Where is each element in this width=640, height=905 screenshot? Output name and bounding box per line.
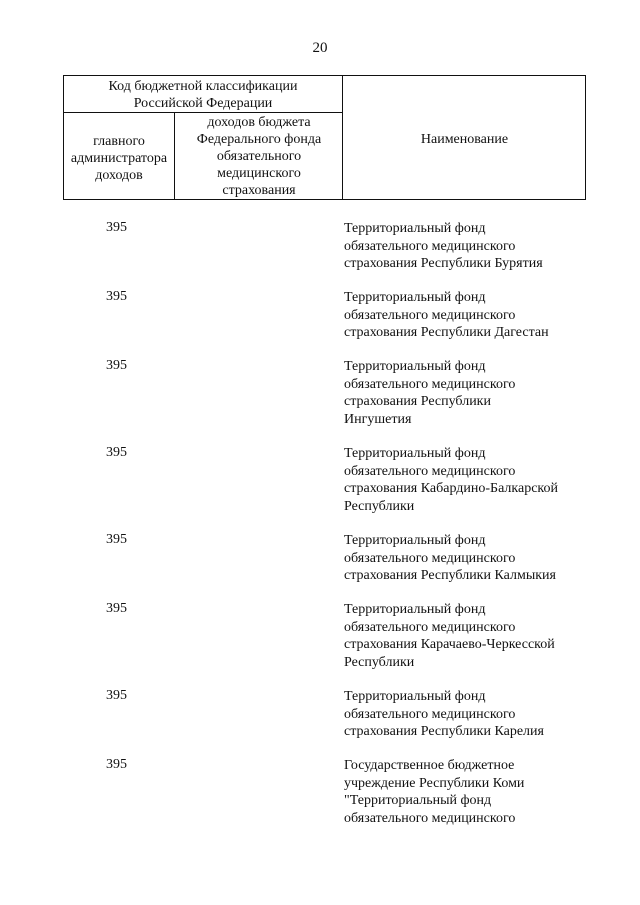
- row-name-line: обязательного медицинского: [344, 550, 516, 566]
- header-col-income-line: Федерального фонда: [196, 132, 322, 147]
- row-name-line: учреждение Республики Коми: [344, 775, 525, 791]
- header-col-income-line: медицинского: [217, 166, 301, 181]
- header-group-title-line: Российской Федерации: [133, 96, 273, 111]
- header-col-admin-line: доходов: [95, 168, 143, 183]
- row-name-line: обязательного медицинского: [344, 619, 516, 635]
- row-name-line: Республики: [344, 498, 415, 514]
- row-name: [344, 358, 594, 428]
- row-name-line: страхования Карачаево-Черкесской: [344, 637, 555, 652]
- row-name-line: страхования Республики Бурятия: [344, 256, 543, 271]
- row-name-line: обязательного медицинского: [344, 307, 516, 323]
- row-name-line: Территориальный фонд: [344, 602, 486, 617]
- row-name: [344, 220, 594, 273]
- header-border-top: [63, 75, 586, 76]
- row-name-line: страхования Республики Калмыкия: [344, 568, 556, 583]
- page-number: 20: [312, 40, 328, 56]
- row-name: [344, 601, 594, 671]
- row-name-line: страхования Республики Дагестан: [344, 325, 549, 340]
- row-name-line: Территориальный фонд: [344, 359, 486, 374]
- header-col-admin-line: администратора: [70, 151, 168, 166]
- row-name-line: обязательного медицинского: [344, 463, 516, 479]
- row-name: [344, 688, 594, 741]
- row-name-line: Территориальный фонд: [344, 446, 486, 461]
- row-name-line: страхования Республики Карелия: [344, 724, 544, 739]
- row-name-line: Ингушетия: [344, 411, 412, 427]
- row-name-line: Государственное бюджетное: [344, 758, 515, 773]
- row-code: 395: [106, 358, 127, 373]
- row-name-line: обязательного медицинского: [344, 238, 516, 254]
- row-name-line: Республики: [344, 654, 415, 670]
- row-name-line: Территориальный фонд: [344, 689, 486, 704]
- row-code: 395: [106, 601, 127, 616]
- row-name: [344, 445, 594, 515]
- row-code: 395: [106, 445, 127, 460]
- header-group-title-line: Код бюджетной классификации: [108, 79, 298, 94]
- row-name-line: Территориальный фонд: [344, 221, 486, 236]
- row-name-line: обязательного медицинского: [344, 810, 516, 826]
- header-border-bottom: [63, 199, 586, 200]
- row-code: 395: [106, 532, 127, 547]
- row-name-line: Территориальный фонд: [344, 290, 486, 305]
- header-col-name: Наименование: [420, 132, 509, 147]
- row-name-line: обязательного медицинского: [344, 706, 516, 722]
- row-name-line: Территориальный фонд: [344, 533, 486, 548]
- header-col-admin-line: главного: [93, 134, 145, 149]
- header-divider-group: [63, 112, 343, 113]
- row-name-line: обязательного медицинского: [344, 376, 516, 392]
- row-code: 395: [106, 220, 127, 235]
- header-col-income-line: страхования: [222, 183, 296, 198]
- row-code: 395: [106, 289, 127, 304]
- row-name-line: "Территориальный фонд: [344, 793, 492, 808]
- header-group-title: [63, 78, 343, 112]
- header-col-admin: [63, 133, 175, 184]
- header-col-income-line: доходов бюджета: [207, 115, 311, 130]
- row-name-line: страхования Кабардино-Балкарской: [344, 481, 558, 496]
- row-name: [344, 532, 594, 585]
- row-name: [344, 757, 594, 827]
- table-header: [63, 75, 586, 200]
- row-code: 395: [106, 757, 127, 772]
- header-col-income-line: обязательного: [216, 149, 302, 164]
- row-name-line: страхования Республики: [344, 394, 491, 409]
- row-code: 395: [106, 688, 127, 703]
- header-col-income: [175, 114, 343, 199]
- row-name: [344, 289, 594, 342]
